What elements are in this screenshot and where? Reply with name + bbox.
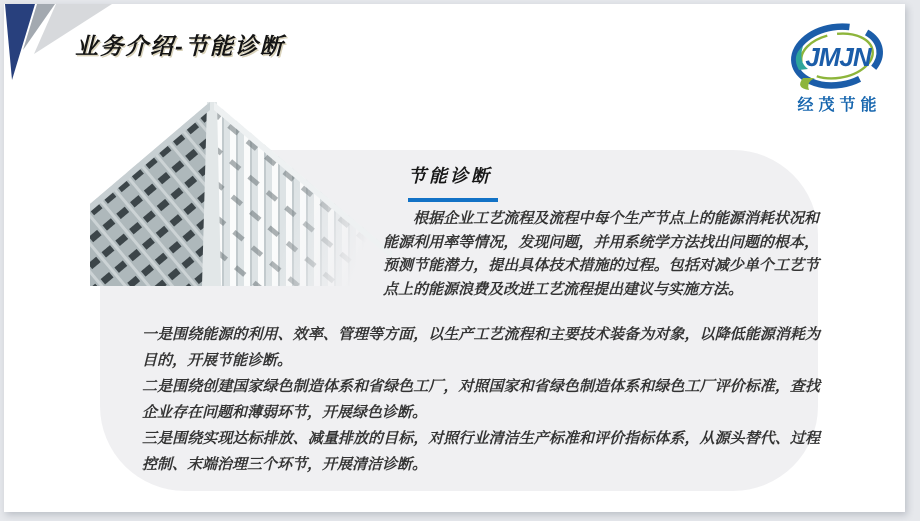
wedge-navy (5, 4, 35, 80)
logo-emblem-icon (789, 22, 885, 94)
building-photo (90, 100, 392, 286)
card-intro-paragraph: 根据企业工艺流程及流程中每个生产节点上的能源消耗状况和能源利用率等情况，发现问题，并用系统学方法找出问题的根本，预测节能潜力，提出具体技术措施的过程。包括对减少单个工艺节点上的能源浪费及改进工艺流程提出建议与实施方法。 (383, 210, 819, 298)
presentation-slide (4, 4, 905, 512)
logo-acronym: JMJN (805, 42, 871, 72)
point-energy-diagnosis: 一是围绕能源的利用、效率、管理等方面，以生产工艺流程和主要技术装备为对象，以降低能源消耗为目的，开展节能诊断。 (142, 326, 820, 369)
page-title: 业务介绍-节能诊断 (75, 33, 285, 59)
point-green-diagnosis: 二是围绕创建国家绿色制造体系和省绿色工厂，对照国家和省绿色制造体系和绿色工厂评价标准，查找企业存在问题和薄弱环节，开展绿色诊断。 (142, 378, 820, 421)
logo-company-name: 经茂节能 (797, 97, 882, 114)
card-heading: 节能诊断 (408, 166, 492, 186)
heading-underline (408, 198, 498, 202)
company-logo (784, 20, 890, 116)
point-clean-diagnosis: 三是围绕实现达标排放、减量排放的目标，对照行业清洁生产标准和评价指标体系，从源头替代、过程控制、末端治理三个环节，开展清洁诊断。 (142, 430, 820, 473)
card-points-block (142, 322, 820, 478)
